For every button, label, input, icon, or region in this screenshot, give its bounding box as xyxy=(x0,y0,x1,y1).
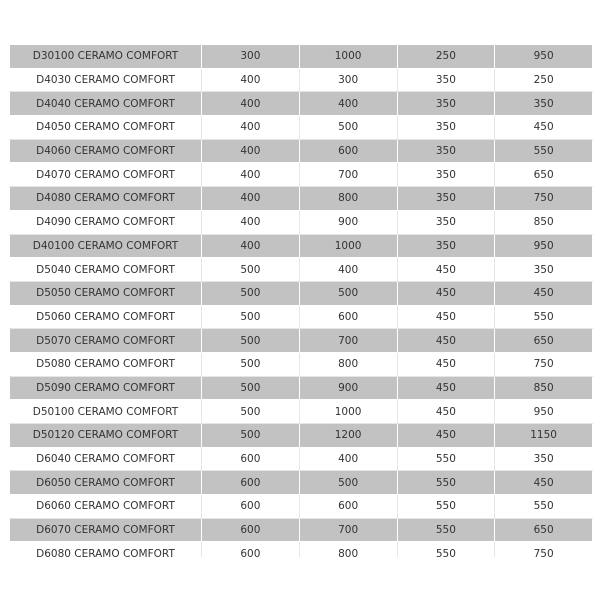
table-row xyxy=(10,187,593,211)
table-row xyxy=(10,471,593,495)
value-cell-2: 600 xyxy=(299,495,397,519)
value-cell-4: 550 xyxy=(495,139,593,163)
value-cell-2: 1200 xyxy=(299,424,397,448)
value-cell-1: 400 xyxy=(202,116,300,140)
value-cell-4: 950 xyxy=(495,45,593,69)
value-cell-3: 450 xyxy=(397,376,495,400)
value-cell-3: 450 xyxy=(397,400,495,424)
value-cell-2: 500 xyxy=(299,471,397,495)
value-cell-2: 700 xyxy=(299,329,397,353)
value-cell-4: 1150 xyxy=(495,424,593,448)
table-row xyxy=(10,163,593,187)
value-cell-2: 700 xyxy=(299,518,397,542)
value-cell-4: 650 xyxy=(495,163,593,187)
value-cell-1: 600 xyxy=(202,447,300,471)
value-cell-1: 500 xyxy=(202,281,300,305)
table-row xyxy=(10,116,593,140)
value-cell-1: 400 xyxy=(202,187,300,211)
value-cell-2: 800 xyxy=(299,187,397,211)
value-cell-2: 1000 xyxy=(299,234,397,258)
value-cell-4: 850 xyxy=(495,376,593,400)
value-cell-2: 800 xyxy=(299,352,397,376)
value-cell-3: 350 xyxy=(397,187,495,211)
value-cell-3: 450 xyxy=(397,281,495,305)
model-cell: D4070 CERAMO COMFORT xyxy=(10,163,202,187)
value-cell-4: 950 xyxy=(495,234,593,258)
value-cell-4: 850 xyxy=(495,210,593,234)
table-row xyxy=(10,542,593,557)
table-row xyxy=(10,45,593,69)
model-cell: D6080 CERAMO COMFORT xyxy=(10,542,202,557)
value-cell-1: 600 xyxy=(202,518,300,542)
model-cell: D6070 CERAMO COMFORT xyxy=(10,518,202,542)
value-cell-1: 500 xyxy=(202,400,300,424)
model-cell: D5050 CERAMO COMFORT xyxy=(10,281,202,305)
table-row xyxy=(10,305,593,329)
value-cell-3: 550 xyxy=(397,495,495,519)
value-cell-2: 500 xyxy=(299,281,397,305)
model-cell: D5090 CERAMO COMFORT xyxy=(10,376,202,400)
model-cell: D5040 CERAMO COMFORT xyxy=(10,258,202,282)
value-cell-3: 550 xyxy=(397,471,495,495)
table-row xyxy=(10,329,593,353)
value-cell-3: 550 xyxy=(397,518,495,542)
table-row xyxy=(10,495,593,519)
value-cell-3: 350 xyxy=(397,68,495,92)
value-cell-3: 450 xyxy=(397,424,495,448)
value-cell-1: 400 xyxy=(202,163,300,187)
model-cell: D6040 CERAMO COMFORT xyxy=(10,447,202,471)
value-cell-3: 350 xyxy=(397,210,495,234)
value-cell-1: 400 xyxy=(202,234,300,258)
value-cell-3: 450 xyxy=(397,329,495,353)
value-cell-1: 500 xyxy=(202,305,300,329)
value-cell-3: 350 xyxy=(397,116,495,140)
value-cell-1: 600 xyxy=(202,471,300,495)
value-cell-3: 550 xyxy=(397,447,495,471)
value-cell-4: 750 xyxy=(495,187,593,211)
value-cell-3: 350 xyxy=(397,163,495,187)
model-cell: D4080 CERAMO COMFORT xyxy=(10,187,202,211)
model-cell: D4060 CERAMO COMFORT xyxy=(10,139,202,163)
value-cell-4: 950 xyxy=(495,400,593,424)
table-row xyxy=(10,376,593,400)
value-cell-4: 250 xyxy=(495,68,593,92)
model-cell: D30100 CERAMO COMFORT xyxy=(10,45,202,69)
value-cell-1: 600 xyxy=(202,495,300,519)
radiator-spec-table xyxy=(9,44,593,557)
model-cell: D4090 CERAMO COMFORT xyxy=(10,210,202,234)
model-cell: D40100 CERAMO COMFORT xyxy=(10,234,202,258)
value-cell-2: 600 xyxy=(299,305,397,329)
table-row xyxy=(10,68,593,92)
value-cell-3: 350 xyxy=(397,139,495,163)
model-cell: D6050 CERAMO COMFORT xyxy=(10,471,202,495)
table-row xyxy=(10,281,593,305)
table-row xyxy=(10,139,593,163)
table-body xyxy=(10,45,593,558)
value-cell-1: 400 xyxy=(202,210,300,234)
table-row xyxy=(10,234,593,258)
model-cell: D5060 CERAMO COMFORT xyxy=(10,305,202,329)
value-cell-1: 600 xyxy=(202,542,300,557)
value-cell-3: 350 xyxy=(397,92,495,116)
value-cell-1: 400 xyxy=(202,68,300,92)
value-cell-1: 500 xyxy=(202,352,300,376)
table-row xyxy=(10,518,593,542)
table-row xyxy=(10,447,593,471)
table-row xyxy=(10,92,593,116)
value-cell-3: 550 xyxy=(397,542,495,557)
table-row xyxy=(10,258,593,282)
value-cell-4: 650 xyxy=(495,518,593,542)
model-cell: D6060 CERAMO COMFORT xyxy=(10,495,202,519)
model-cell: D5080 CERAMO COMFORT xyxy=(10,352,202,376)
value-cell-4: 450 xyxy=(495,281,593,305)
model-cell: D4030 CERAMO COMFORT xyxy=(10,68,202,92)
model-cell: D5070 CERAMO COMFORT xyxy=(10,329,202,353)
value-cell-2: 900 xyxy=(299,210,397,234)
table-row xyxy=(10,210,593,234)
table-row xyxy=(10,424,593,448)
value-cell-1: 300 xyxy=(202,45,300,69)
value-cell-2: 400 xyxy=(299,447,397,471)
value-cell-4: 350 xyxy=(495,447,593,471)
value-cell-1: 400 xyxy=(202,139,300,163)
value-cell-2: 400 xyxy=(299,258,397,282)
value-cell-2: 500 xyxy=(299,116,397,140)
value-cell-4: 450 xyxy=(495,471,593,495)
value-cell-4: 650 xyxy=(495,329,593,353)
value-cell-2: 1000 xyxy=(299,400,397,424)
table-row xyxy=(10,400,593,424)
value-cell-4: 750 xyxy=(495,352,593,376)
value-cell-2: 1000 xyxy=(299,45,397,69)
value-cell-2: 800 xyxy=(299,542,397,557)
value-cell-1: 500 xyxy=(202,329,300,353)
value-cell-1: 500 xyxy=(202,376,300,400)
model-cell: D4040 CERAMO COMFORT xyxy=(10,92,202,116)
value-cell-1: 500 xyxy=(202,258,300,282)
value-cell-3: 350 xyxy=(397,234,495,258)
value-cell-3: 450 xyxy=(397,352,495,376)
value-cell-3: 450 xyxy=(397,258,495,282)
value-cell-2: 400 xyxy=(299,92,397,116)
value-cell-2: 900 xyxy=(299,376,397,400)
value-cell-1: 400 xyxy=(202,92,300,116)
value-cell-2: 700 xyxy=(299,163,397,187)
value-cell-2: 300 xyxy=(299,68,397,92)
value-cell-4: 550 xyxy=(495,305,593,329)
value-cell-4: 350 xyxy=(495,258,593,282)
table-row xyxy=(10,352,593,376)
value-cell-4: 550 xyxy=(495,495,593,519)
value-cell-1: 500 xyxy=(202,424,300,448)
value-cell-3: 450 xyxy=(397,305,495,329)
value-cell-3: 250 xyxy=(397,45,495,69)
value-cell-4: 450 xyxy=(495,116,593,140)
model-cell: D50120 CERAMO COMFORT xyxy=(10,424,202,448)
value-cell-4: 350 xyxy=(495,92,593,116)
value-cell-2: 600 xyxy=(299,139,397,163)
model-cell: D4050 CERAMO COMFORT xyxy=(10,116,202,140)
value-cell-4: 750 xyxy=(495,542,593,557)
model-cell: D50100 CERAMO COMFORT xyxy=(10,400,202,424)
